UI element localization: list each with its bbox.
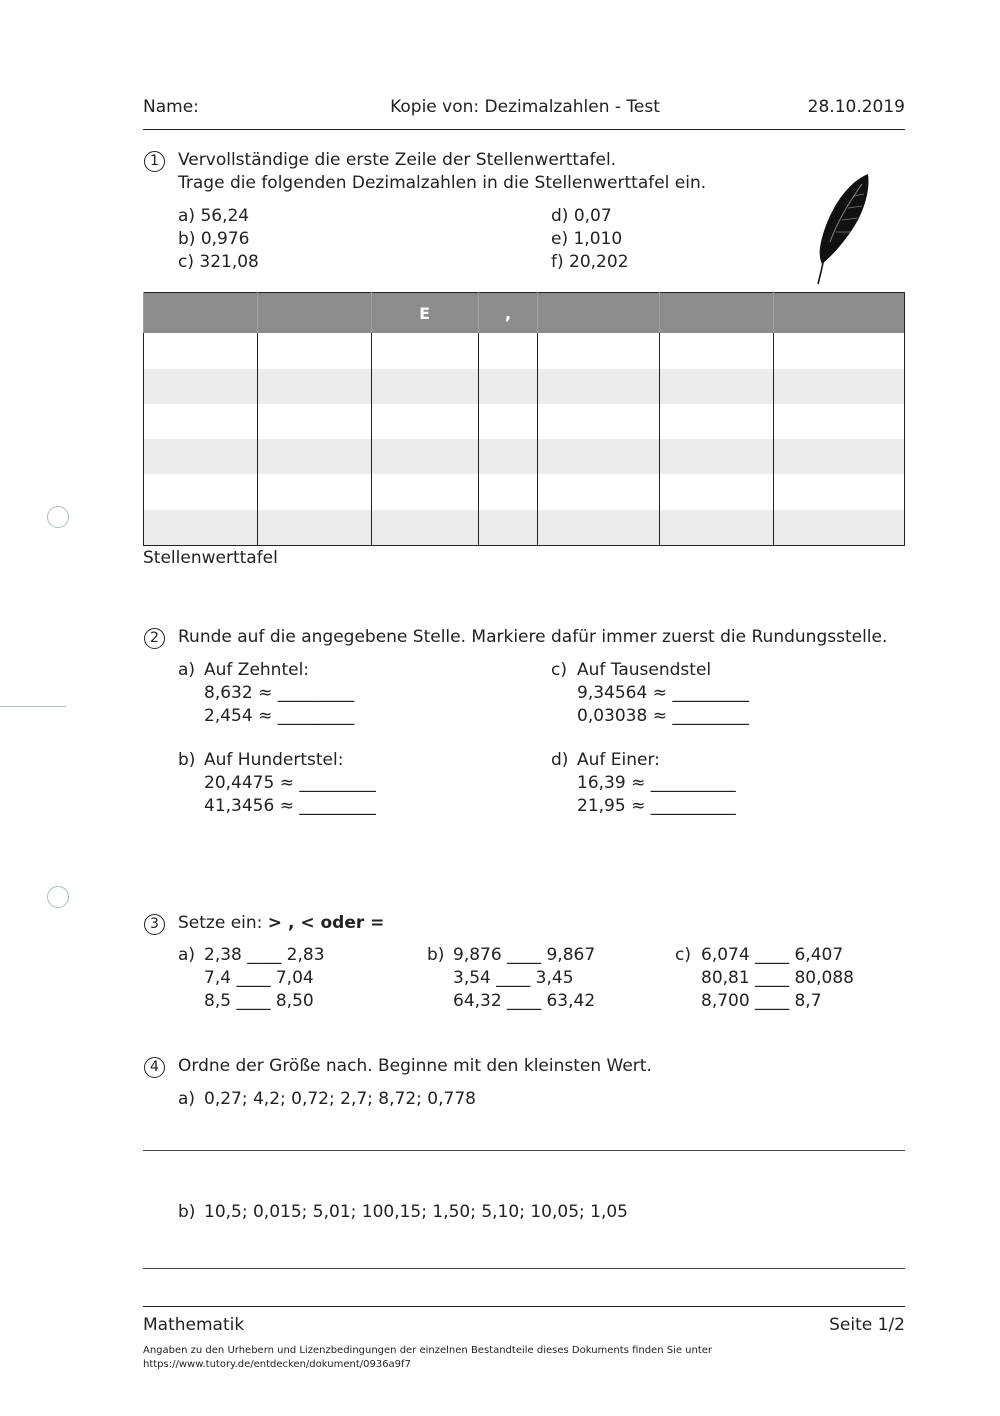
task-number-1: 1 <box>144 151 165 172</box>
table-cell[interactable] <box>478 510 538 546</box>
task3-b-letter: b) <box>427 945 445 965</box>
table-cell[interactable] <box>538 333 660 368</box>
fold-mark <box>0 706 66 707</box>
table-cell[interactable] <box>371 474 478 509</box>
task2-b-line-1: 20,4475 ≈ _________ <box>204 773 376 793</box>
task1-item-b: b) 0,976 <box>178 229 250 249</box>
task3-b-line-2: 3,54 ____ 3,45 <box>453 968 574 988</box>
table-cell[interactable] <box>478 369 538 404</box>
table-cell[interactable] <box>538 474 660 509</box>
table-cell[interactable] <box>538 510 660 546</box>
table-cell[interactable] <box>257 333 371 368</box>
table-cell[interactable] <box>538 439 660 474</box>
table-cell[interactable] <box>774 439 905 474</box>
footer-subject: Mathematik <box>143 1315 245 1335</box>
task2-a-line-2: 2,454 ≈ _________ <box>204 706 355 726</box>
header-divider <box>143 129 905 130</box>
table-header-cell[interactable]: , <box>478 293 538 334</box>
punch-hole-upper <box>47 506 69 528</box>
task4-a-letter: a) <box>178 1089 196 1109</box>
table-header-cell[interactable] <box>538 293 660 334</box>
table-row <box>144 369 905 404</box>
task3-c-line-1: 6,074 ____ 6,407 <box>701 945 844 965</box>
table-cell[interactable] <box>257 510 371 546</box>
table-cell[interactable] <box>144 333 258 368</box>
table-cell[interactable] <box>478 404 538 439</box>
task3-a-letter: a) <box>178 945 196 965</box>
answer-line-a[interactable] <box>143 1150 905 1151</box>
task2-d-title: Auf Einer: <box>577 750 660 770</box>
table-cell[interactable] <box>257 474 371 509</box>
table-cell[interactable] <box>478 333 538 368</box>
table-cell[interactable] <box>144 369 258 404</box>
table-cell[interactable] <box>660 404 774 439</box>
task2-c-title: Auf Tausendstel <box>577 660 712 680</box>
table-cell[interactable] <box>144 474 258 509</box>
table-header-cell[interactable]: E <box>371 293 478 334</box>
table-cell[interactable] <box>478 439 538 474</box>
name-label: Name: <box>143 97 199 117</box>
table-cell[interactable] <box>371 369 478 404</box>
task-number-2: 2 <box>144 628 165 649</box>
task4-b-letter: b) <box>178 1202 196 1222</box>
table-header-cell[interactable] <box>774 293 905 334</box>
table-cell[interactable] <box>660 333 774 368</box>
task1-item-a: a) 56,24 <box>178 206 250 226</box>
task3-a-line-1: 2,38 ____ 2,83 <box>204 945 325 965</box>
table-header-cell[interactable] <box>144 293 258 334</box>
table-row <box>144 439 905 474</box>
task1-item-f: f) 20,202 <box>551 252 629 272</box>
task2-c-line-1: 9,34564 ≈ _________ <box>577 683 749 703</box>
footer-divider <box>143 1306 905 1307</box>
table-header-row <box>144 293 905 334</box>
table-cell[interactable] <box>371 439 478 474</box>
task3-a-line-3: 8,5 ____ 8,50 <box>204 991 314 1011</box>
table-cell[interactable] <box>371 333 478 368</box>
task2-b-letter: b) <box>178 750 196 770</box>
table-cell[interactable] <box>371 404 478 439</box>
task4-a-values: 0,27; 4,2; 0,72; 2,7; 8,72; 0,778 <box>204 1089 476 1109</box>
task2-d-line-1: 16,39 ≈ __________ <box>577 773 736 793</box>
task3-instruction-text: Setze ein: <box>178 913 268 933</box>
task2-a-letter: a) <box>178 660 196 680</box>
table-cell[interactable] <box>257 369 371 404</box>
task2-instruction: Runde auf die angegebene Stelle. Markiere dafür immer zuerst die Rundungsstelle. <box>178 627 888 647</box>
feather-icon <box>808 168 880 286</box>
table-cell[interactable] <box>774 404 905 439</box>
task4-instruction: Ordne der Größe nach. Beginne mit den kleinsten Wert. <box>178 1056 652 1076</box>
place-value-table <box>143 292 905 546</box>
table-row <box>144 333 905 368</box>
table-cell[interactable] <box>371 510 478 546</box>
task-number-3: 3 <box>144 914 165 935</box>
table-cell[interactable] <box>660 510 774 546</box>
table-cell[interactable] <box>774 369 905 404</box>
table-cell[interactable] <box>660 439 774 474</box>
task3-c-line-3: 8,700 ____ 8,7 <box>701 991 822 1011</box>
task2-b-title: Auf Hundertstel: <box>204 750 344 770</box>
table-row <box>144 474 905 509</box>
table-cell[interactable] <box>538 404 660 439</box>
task1-instruction-1: Vervollständige die erste Zeile der Stellenwerttafel. <box>178 150 617 170</box>
task2-c-letter: c) <box>551 660 567 680</box>
table-header-cell[interactable] <box>257 293 371 334</box>
table-cell[interactable] <box>774 510 905 546</box>
task2-b-line-2: 41,3456 ≈ _________ <box>204 796 376 816</box>
table-cell[interactable] <box>478 474 538 509</box>
task-number-4: 4 <box>144 1057 165 1078</box>
document-title: Kopie von: Dezimalzahlen - Test <box>390 97 660 117</box>
table-cell[interactable] <box>257 404 371 439</box>
task2-d-letter: d) <box>551 750 569 770</box>
table-cell[interactable] <box>660 474 774 509</box>
table-cell[interactable] <box>257 439 371 474</box>
task2-c-line-2: 0,03038 ≈ _________ <box>577 706 749 726</box>
table-cell[interactable] <box>538 369 660 404</box>
punch-hole-lower <box>47 886 69 908</box>
table-caption: Stellenwerttafel <box>143 548 278 568</box>
task3-operators: > , < oder = <box>267 913 385 933</box>
table-header-cell[interactable] <box>660 293 774 334</box>
task1-item-e: e) 1,010 <box>551 229 623 249</box>
table-row <box>144 510 905 546</box>
table-cell[interactable] <box>774 474 905 509</box>
task2-a-line-1: 8,632 ≈ _________ <box>204 683 355 703</box>
footer-credits-link[interactable]: https://www.tutory.de/entdecken/dokument/0936a9f7 <box>143 1359 411 1370</box>
task3-b-line-3: 64,32 ____ 63,42 <box>453 991 596 1011</box>
table-row <box>144 404 905 439</box>
task1-item-c: c) 321,08 <box>178 252 259 272</box>
table-cell[interactable] <box>660 369 774 404</box>
task1-item-d: d) 0,07 <box>551 206 612 226</box>
task1-instruction-2: Trage die folgenden Dezimalzahlen in die Stellenwerttafel ein. <box>178 173 707 193</box>
task4-b-values: 10,5; 0,015; 5,01; 100,15; 1,50; 5,10; 10,05; 1,05 <box>204 1202 628 1222</box>
task3-c-line-2: 80,81 ____ 80,088 <box>701 968 854 988</box>
task3-b-line-1: 9,876 ____ 9,867 <box>453 945 596 965</box>
task3-instruction <box>178 912 384 935</box>
answer-line-b[interactable] <box>143 1268 905 1269</box>
footer-credits-text: Angaben zu den Urhebern und Lizenzbedingungen der einzelnen Bestandteile dieses Dokuments finden Sie unter <box>143 1345 713 1356</box>
table-cell[interactable] <box>144 404 258 439</box>
task3-c-letter: c) <box>675 945 691 965</box>
table-cell[interactable] <box>774 333 905 368</box>
task2-d-line-2: 21,95 ≈ __________ <box>577 796 736 816</box>
table-cell[interactable] <box>144 439 258 474</box>
task3-a-line-2: 7,4 ____ 7,04 <box>204 968 314 988</box>
document-date: 28.10.2019 <box>807 97 905 117</box>
table-cell[interactable] <box>144 510 258 546</box>
footer-page-number: Seite 1/2 <box>829 1315 905 1335</box>
task2-a-title: Auf Zehntel: <box>204 660 310 680</box>
